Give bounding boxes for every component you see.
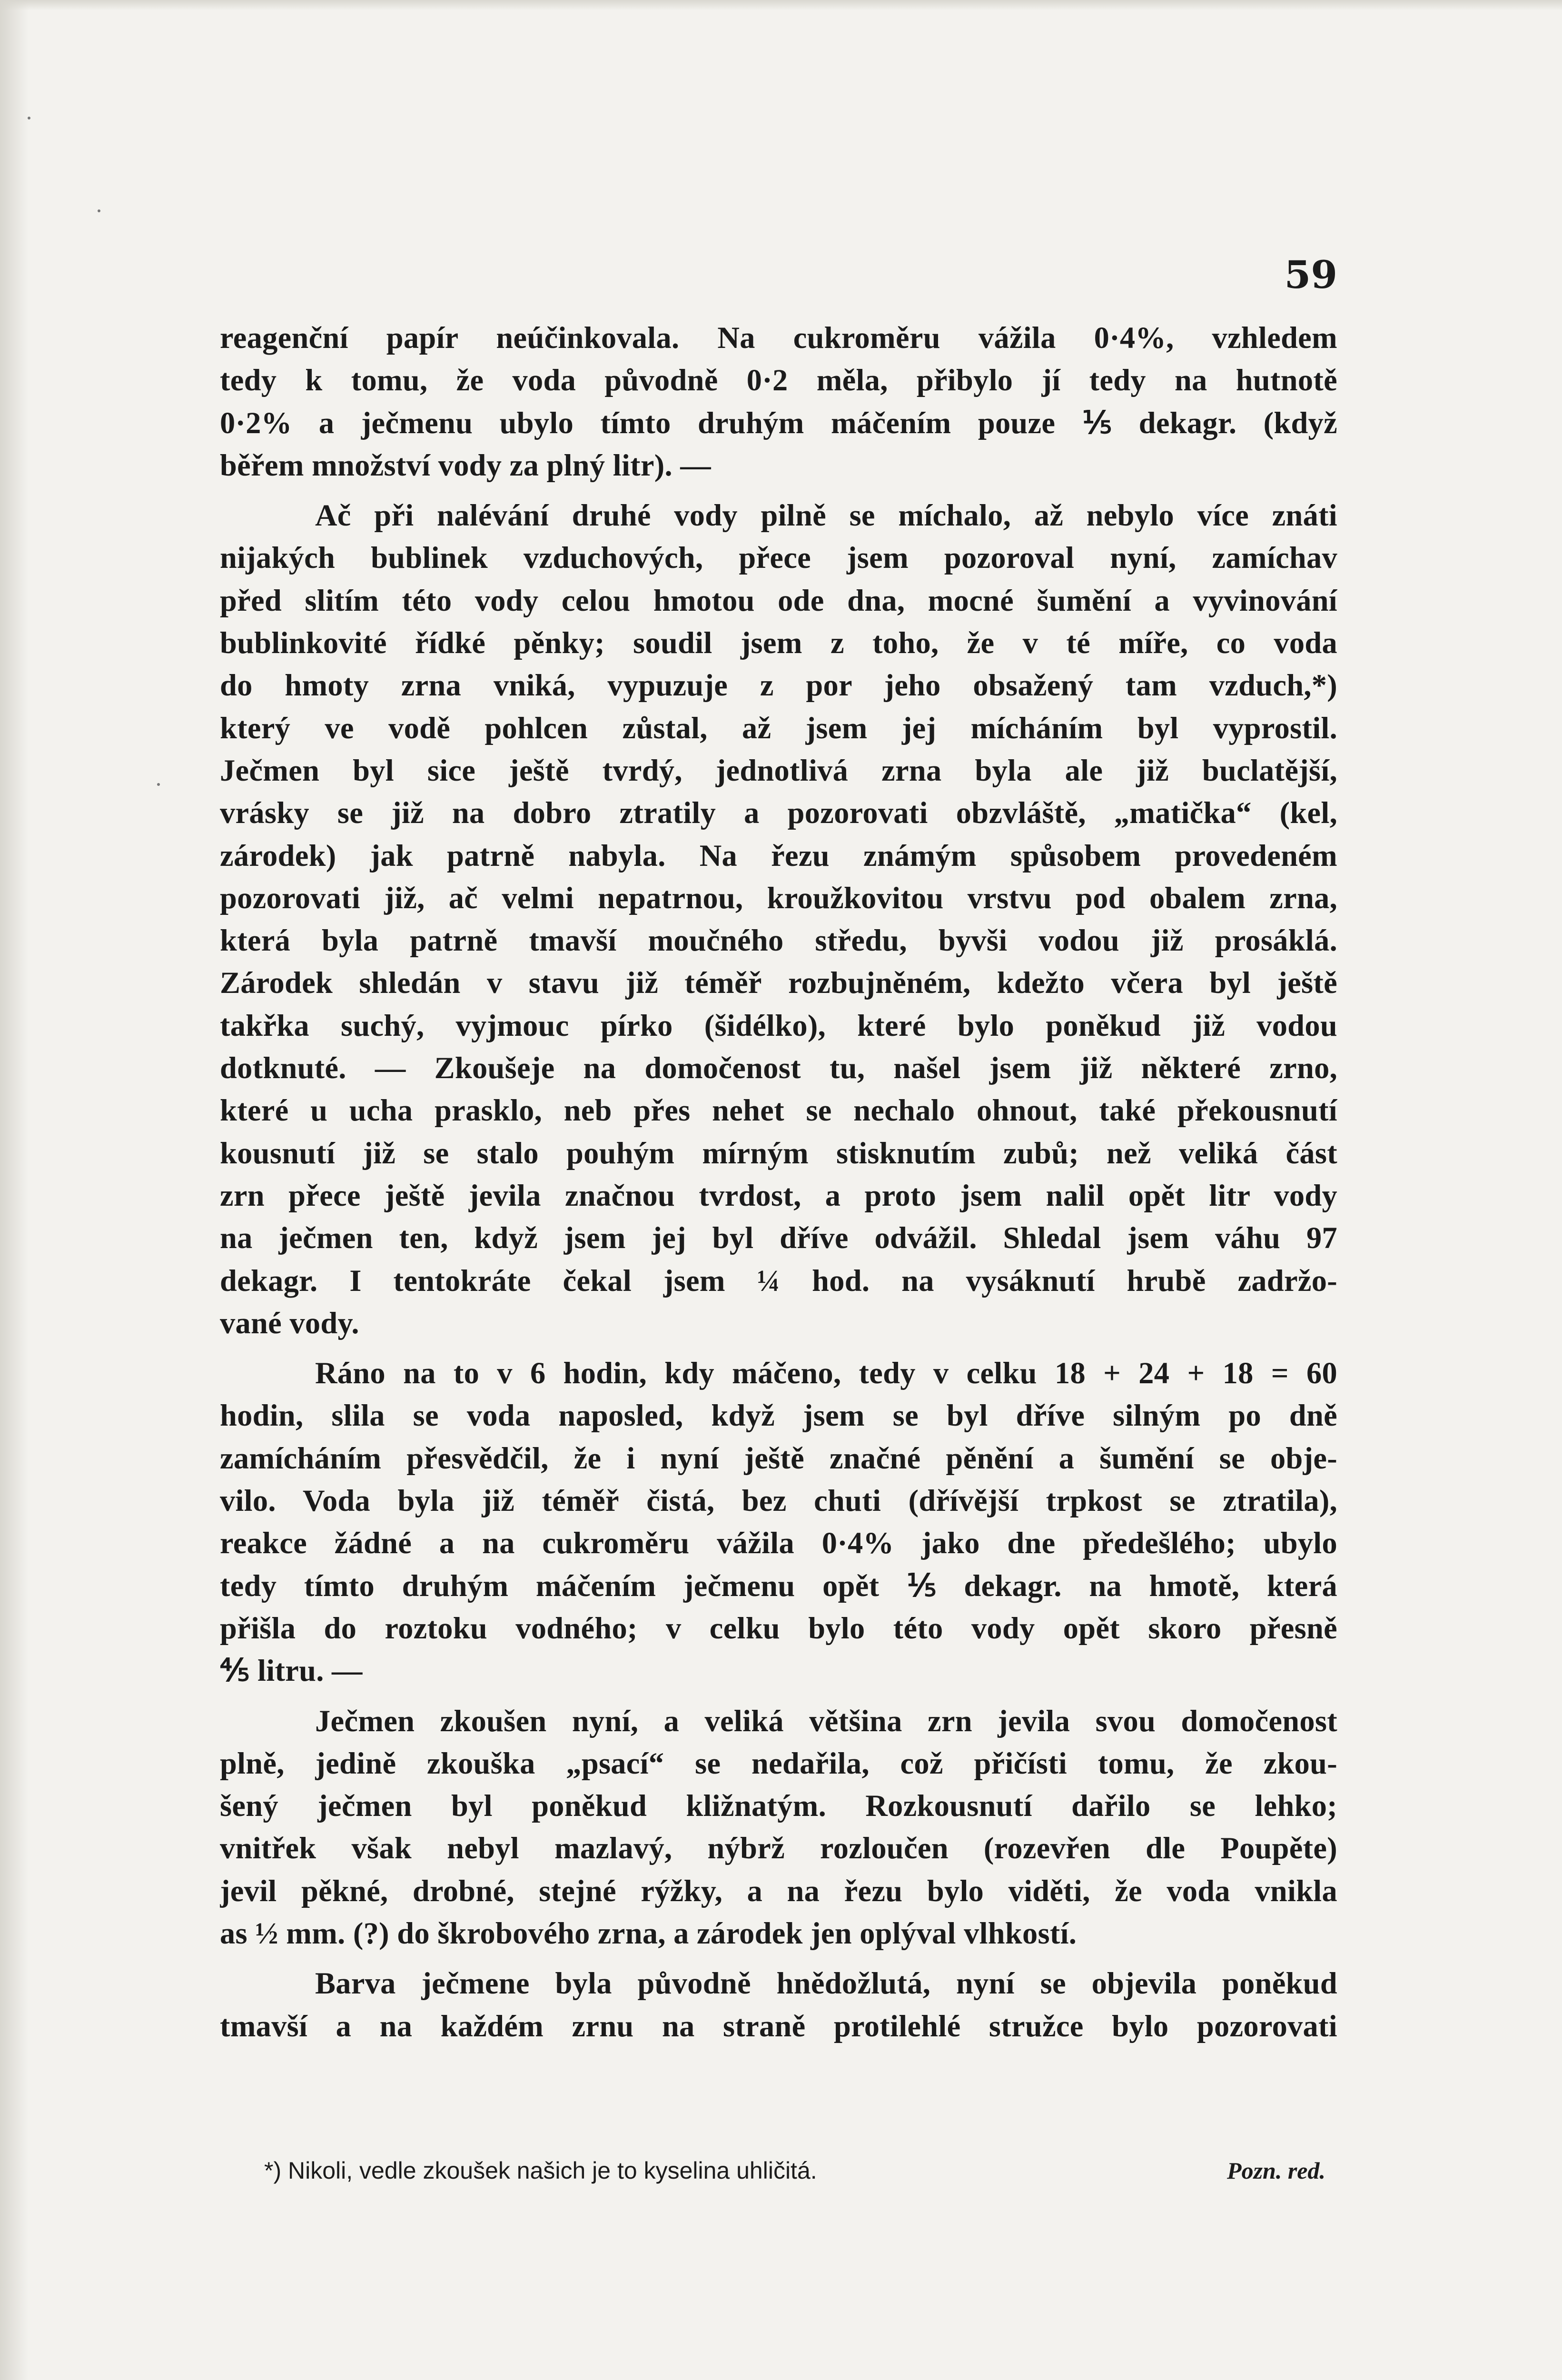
page-number: 59 (1284, 252, 1337, 297)
text-line: hodin, slila se voda naposled, když jsem se byl dříve silným po dně (220, 1398, 1337, 1433)
text-line: zárodek) jak patrně nabyla. Na řezu známým spůsobem provedeném (220, 838, 1337, 873)
text-line: přišla do roztoku vodného; v celku bylo této vody opět skoro přesně (220, 1611, 1337, 1645)
text-line: tedy k tomu, že voda původně 0·2 měla, přibylo jí tedy na hutnotě (220, 363, 1337, 397)
text-line: dotknuté. — Zkoušeje na domočenost tu, našel jsem již některé zrno, (220, 1051, 1337, 1085)
text-line: která byla patrně tmavší moučného středu, byvši vodou již prosáklá. (220, 923, 1337, 958)
text-line: 0·2% a ječmenu ubylo tímto druhým máčením pouze ⅕ dekagr. (když (220, 406, 1337, 440)
text-line: ⅘ litru. — (220, 1654, 363, 1688)
text-line: reakce žádné a na cukroměru vážila 0·4% jako dne předešlého; ubylo (220, 1526, 1337, 1560)
text-line: jevil pěkné, drobné, stejné rýžky, a na řezu bylo viděti, že voda vnikla (220, 1874, 1337, 1908)
scan-edge-left (0, 0, 29, 2380)
text-line: na ječmen ten, když jsem jej byl dříve odvážil. Shledal jsem váhu 97 (220, 1221, 1337, 1255)
paragraph-4 (220, 1700, 1337, 1955)
text-line: Barva ječmene byla původně hnědožlutá, nyní se objevila poněkud (315, 1966, 1337, 2001)
text-line: Zárodek shledán v stavu již téměř rozbujněném, kdežto včera byl ještě (220, 966, 1337, 1000)
text-line: reagenční papír neúčinkovala. Na cukroměru vážila 0·4%, vzhledem (220, 321, 1337, 355)
text-line: Ráno na to v 6 hodin, kdy máčeno, tedy v celku 18 + 24 + 18 = 60 (315, 1356, 1337, 1390)
paragraph-5 (220, 1962, 1337, 2047)
text-line: dekagr. I tentokráte čekal jsem ¼ hod. na vysáknutí hrubě zadržo- (220, 1263, 1337, 1298)
text-line: bublinkovité řídké pěnky; soudil jsem z toho, že v té míře, co voda (220, 626, 1337, 660)
text-line: nijakých bublinek vzduchových, přece jsem pozoroval nyní, zamíchav (220, 541, 1337, 575)
text-line: do hmoty zrna vniká, vypuzuje z por jeho obsažený tam vzduch,*) (220, 668, 1337, 703)
text-line: zamícháním přesvědčil, že i nyní ještě značné pěnění a šumění se obje- (220, 1441, 1337, 1475)
text-line: vrásky se již na dobro ztratily a pozorovati obzvláště, „matička“ (kel, (220, 796, 1337, 830)
text-line: vilo. Voda byla již téměř čistá, bez chuti (dřívější trpkost se ztratila), (220, 1484, 1337, 1518)
text-line: takřka suchý, vyjmouc pírko (šidélko), které bylo poněkud již vodou (220, 1008, 1337, 1042)
text-line: vané vody. (220, 1306, 359, 1340)
text-line: který ve vodě pohlcen zůstal, až jsem jej mícháním byl vyprostil. (220, 711, 1337, 745)
text-line: tedy tímto druhým máčením ječmenu opět ⅕ dekagr. na hmotě, která (220, 1568, 1337, 1603)
text-line: Ječmen byl sice ještě tvrdý, jednotlivá zrna byla ale již buclatější, (220, 753, 1337, 787)
footnote (264, 2154, 1325, 2187)
text-line: Ač při nalévání druhé vody pilně se míchalo, až nebylo více znáti (315, 498, 1337, 533)
editor-note: Pozn. red. (1227, 2157, 1325, 2184)
body-text (220, 317, 1337, 2047)
text-line: Ječmen zkoušen nyní, a veliká většina zrn jevila svou domočenost (315, 1704, 1337, 1738)
paragraph-2 (220, 494, 1337, 1344)
text-line: plně, jedině zkouška „psací“ se nedařila, což přičísti tomu, že zkou- (220, 1746, 1337, 1780)
text-line: tmavší a na každém zrnu na straně protilehlé stružce bylo pozorovati (220, 2009, 1337, 2043)
text-line: před slitím této vody celou hmotou ode dna, mocné šumění a vyvinování (220, 583, 1337, 617)
text-line: pozorovati již, ač velmi nepatrnou, kroužkovitou vrstvu pod obalem zrna, (220, 881, 1337, 915)
scan-speck (28, 117, 30, 119)
scan-speck (98, 209, 100, 212)
paragraph-1 (220, 317, 1337, 486)
text-line: zrn přece ještě jevila značnou tvrdost, a proto jsem nalil opět litr vody (220, 1178, 1337, 1212)
scan-edge-top (0, 0, 1562, 10)
text-line: které u ucha prasklo, neb přes nehet se nechalo ohnout, také překousnutí (220, 1093, 1337, 1128)
text-line: běřem množství vody za plný litr). — (220, 448, 711, 482)
footnote-text: *) Nikoli, vedle zkoušek našich je to kyselina uhličitá. (264, 2157, 817, 2184)
scan-speck (157, 783, 160, 786)
text-line: vnitřek však nebyl mazlavý, nýbrž rozloučen (rozevřen dle Poupěte) (220, 1831, 1337, 1865)
paragraph-3 (220, 1352, 1337, 1692)
text-line: kousnutí již se stalo pouhým mírným stisknutím zubů; než veliká část (220, 1136, 1337, 1170)
text-line: as ½ mm. (?) do škrobového zrna, a zárodek jen oplýval vlhkostí. (220, 1916, 1077, 1950)
text-line: šený ječmen byl poněkud kližnatým. Rozkousnutí dařilo se lehko; (220, 1789, 1337, 1823)
